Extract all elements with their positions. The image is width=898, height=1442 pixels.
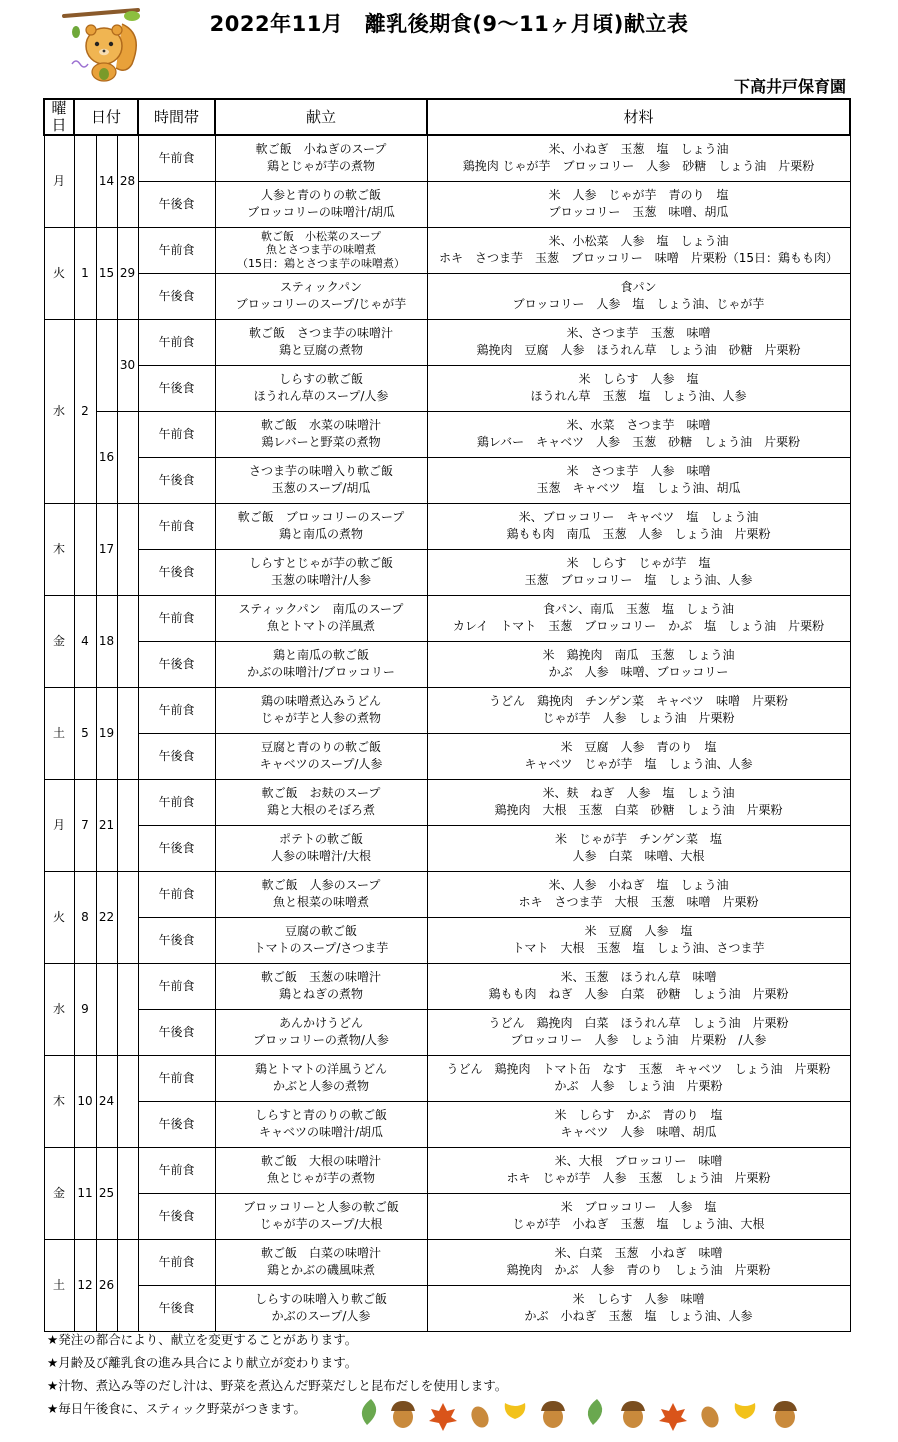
menu-cell xyxy=(215,963,427,1009)
school-name: 下高井戸保育園 xyxy=(733,77,846,96)
ingredients-cell xyxy=(427,1055,850,1101)
ingredients-cell-line: 米、玉葱 ほうれん草 味噌 xyxy=(560,970,717,984)
meal-time-cell: 午後食 xyxy=(138,825,215,871)
menu-cell-line: しらすの軟ご飯 xyxy=(278,372,363,386)
weekday-cell: 月 xyxy=(44,779,74,871)
ingredients-cell xyxy=(427,871,850,917)
menu-cell-line: ブロッコリーの煮物/人参 xyxy=(253,1033,389,1047)
ingredients-cell-line: 米 豆腐 人参 塩 xyxy=(584,924,693,938)
menu-cell xyxy=(215,503,427,549)
meal-time-cell: 午後食 xyxy=(138,1101,215,1147)
ingredients-cell-line: 鶏もも肉 南瓜 玉葱 人参 しょう油 片栗粉 xyxy=(506,527,771,541)
table-row xyxy=(44,917,850,963)
ingredients-cell-line: 米、水菜 さつま芋 味噌 xyxy=(566,418,711,432)
meal-time-cell: 午後食 xyxy=(138,1285,215,1331)
ingredients-cell-line: ブロッコリー 玉葱 味噌、胡瓜 xyxy=(548,205,729,219)
autumn-decoration-border xyxy=(355,1395,805,1431)
weekday-cell: 月 xyxy=(44,135,74,227)
meal-time-cell: 午後食 xyxy=(138,273,215,319)
menu-cell-line: かぶと人参の煮物 xyxy=(272,1079,369,1093)
ingredients-cell xyxy=(427,319,850,365)
menu-cell-line: 軟ご飯 小ねぎのスープ xyxy=(255,142,387,157)
menu-cell xyxy=(215,733,427,779)
date-cell: 12 xyxy=(74,1239,96,1331)
menu-cell-line: しらすと青のりの軟ご飯 xyxy=(254,1108,387,1122)
date-cell xyxy=(96,963,117,1055)
ingredients-cell xyxy=(427,1193,850,1239)
meal-time-cell: 午後食 xyxy=(138,917,215,963)
menu-cell-line: 魚とさつま芋の味噌煮 xyxy=(266,243,376,257)
menu-cell xyxy=(215,1239,427,1285)
date-cell: 15 xyxy=(96,227,117,319)
menu-cell-line: 鶏と大根のそぼろ煮 xyxy=(266,803,375,817)
date-cell xyxy=(117,503,138,595)
ingredients-cell-line: かぶ 小ねぎ 玉葱 塩 しょう油、人参 xyxy=(524,1309,753,1323)
ingredients-cell-line: 米、さつま芋 玉葱 味噌 xyxy=(566,326,711,340)
ingredients-cell-line: 米 人参 じゃが芋 青のり 塩 xyxy=(548,188,729,202)
ingredients-cell-line: 米、小松菜 人参 塩 しょう油 xyxy=(548,234,729,248)
table-row xyxy=(44,181,850,227)
date-cell: 28 xyxy=(117,135,138,227)
date-cell: 19 xyxy=(96,687,117,779)
note-line: ★発注の都合により、献立を変更することがあります。 xyxy=(47,1332,358,1347)
meal-time-cell: 午前食 xyxy=(138,411,215,457)
table-row xyxy=(44,411,850,457)
date-cell xyxy=(117,779,138,871)
ingredients-cell-line: 鶏挽肉 かぶ 人参 青のり しょう油 片栗粉 xyxy=(506,1263,771,1277)
header-time: 時間帯 xyxy=(138,99,215,135)
ingredients-cell xyxy=(427,1285,850,1331)
weekday-cell: 木 xyxy=(44,1055,74,1147)
ingredients-cell xyxy=(427,181,850,227)
menu-cell xyxy=(215,1055,427,1101)
ingredients-cell-line: 米 しらす かぶ 青のり 塩 xyxy=(554,1108,723,1122)
ingredients-cell-line: 米、白菜 玉葱 小ねぎ 味噌 xyxy=(554,1246,723,1260)
menu-cell-line: 豆腐の軟ご飯 xyxy=(284,924,357,938)
ingredients-cell xyxy=(427,641,850,687)
menu-cell-line: 軟ご飯 水菜の味噌汁 xyxy=(260,418,381,432)
ingredients-cell xyxy=(427,1101,850,1147)
note-line: ★毎日午後食に、スティック野菜がつきます。 xyxy=(47,1401,306,1416)
weekday-cell: 水 xyxy=(44,963,74,1055)
table-row xyxy=(44,1193,850,1239)
date-cell xyxy=(117,687,138,779)
ingredients-cell-line: ホキ じゃが芋 人参 玉葱 しょう油 片栗粉 xyxy=(506,1171,771,1185)
note-line: ★月齢及び離乳食の進み具合により献立が変わります。 xyxy=(47,1355,358,1370)
ginkgo-leaf-icon xyxy=(505,1403,526,1425)
date-cell: 2 xyxy=(74,319,96,503)
date-cell xyxy=(74,135,96,227)
menu-cell-line: かぶの味噌汁/ブロッコリー xyxy=(247,665,395,679)
date-cell xyxy=(117,595,138,687)
ingredients-cell-line: うどん 鶏挽肉 トマト缶 なす 玉葱 キャベツ しょう油 片栗粉 xyxy=(446,1062,831,1076)
ingredients-cell-line: じゃが芋 人参 しょう油 片栗粉 xyxy=(542,711,735,725)
acorn-icon xyxy=(621,1401,645,1428)
menu-cell-line: 玉葱のスープ/胡瓜 xyxy=(271,481,371,495)
meal-time-cell: 午前食 xyxy=(138,135,215,181)
header-menu: 献立 xyxy=(215,99,427,135)
date-cell: 26 xyxy=(96,1239,117,1331)
ingredients-cell xyxy=(427,1147,850,1193)
menu-cell-line: じゃが芋と人参の煮物 xyxy=(260,711,381,725)
date-cell: 9 xyxy=(74,963,96,1055)
table-row xyxy=(44,365,850,411)
ingredients-cell xyxy=(427,549,850,595)
meal-time-cell: 午前食 xyxy=(138,1147,215,1193)
menu-cell-line: 魚と根菜の味噌煮 xyxy=(272,895,369,909)
meal-time-cell: 午前食 xyxy=(138,687,215,733)
table-row xyxy=(44,1009,850,1055)
ingredients-cell xyxy=(427,917,850,963)
ingredients-cell-line: 人参 白菜 味噌、大根 xyxy=(572,849,705,863)
date-cell xyxy=(117,1055,138,1147)
table-header-row xyxy=(44,99,850,135)
date-cell: 17 xyxy=(96,503,117,595)
ingredients-cell-line: うどん 鶏挽肉 白菜 ほうれん草 しょう油 片栗粉 xyxy=(488,1016,789,1030)
menu-cell xyxy=(215,273,427,319)
menu-cell-line: しらすとじゃが芋の軟ご飯 xyxy=(248,556,393,570)
meal-time-cell: 午後食 xyxy=(138,1009,215,1055)
date-cell: 10 xyxy=(74,1055,96,1147)
table-row xyxy=(44,825,850,871)
menu-cell xyxy=(215,595,427,641)
menu-cell xyxy=(215,1193,427,1239)
menu-cell xyxy=(215,825,427,871)
leaf-icon xyxy=(362,1399,376,1425)
ingredients-cell xyxy=(427,411,850,457)
menu-cell-line: 鶏と豆腐の煮物 xyxy=(278,343,363,357)
menu-cell-line: あんかけうどん xyxy=(278,1016,363,1030)
ingredients-cell-line: キャベツ じゃが芋 塩 しょう油、人参 xyxy=(524,757,753,771)
ingredients-cell-line: ほうれん草 玉葱 塩 しょう油、人参 xyxy=(530,389,747,403)
menu-cell-line: 軟ご飯 お麸のスープ xyxy=(261,786,381,800)
menu-cell-line: 軟ご飯 白菜の味噌汁 xyxy=(260,1246,381,1260)
leaf-icon xyxy=(588,1399,602,1425)
meal-time-cell: 午後食 xyxy=(138,733,215,779)
table-row xyxy=(44,779,850,825)
meal-time-cell: 午後食 xyxy=(138,181,215,227)
menu-cell xyxy=(215,1147,427,1193)
meal-time-cell: 午前食 xyxy=(138,1055,215,1101)
ingredients-cell xyxy=(427,1239,850,1285)
ingredients-cell-line: 米、人参 小ねぎ 塩 しょう油 xyxy=(548,878,729,892)
header-date: 日付 xyxy=(74,99,138,135)
menu-cell-line: ブロッコリーと人参の軟ご飯 xyxy=(243,1200,399,1214)
table-row xyxy=(44,135,850,181)
ingredients-cell-line: トマト 大根 玉葱 塩 しょう油、さつま芋 xyxy=(512,941,765,955)
meal-time-cell: 午後食 xyxy=(138,365,215,411)
table-row xyxy=(44,1101,850,1147)
menu-cell-line: さつま芋の味噌入り軟ご飯 xyxy=(248,464,393,478)
ingredients-cell-line: 米、小ねぎ 玉葱 塩 しょう油 xyxy=(548,142,729,157)
menu-cell-line: 鶏レバーと野菜の煮物 xyxy=(261,435,381,449)
date-cell xyxy=(117,963,138,1055)
date-cell: 21 xyxy=(96,779,117,871)
date-cell xyxy=(96,319,117,411)
menu-cell-line: トマトのスープ/さつま芋 xyxy=(253,941,389,955)
menu-cell-line: かぶのスープ/人参 xyxy=(271,1309,371,1323)
menu-cell-line: ブロッコリーの味噌汁/胡瓜 xyxy=(247,205,395,219)
menu-cell-line: 鶏と南瓜の煮物 xyxy=(278,527,363,541)
table-row xyxy=(44,457,850,503)
ingredients-cell xyxy=(427,273,850,319)
menu-cell-line: 豆腐と青のりの軟ご飯 xyxy=(260,740,381,754)
acorn-icon xyxy=(773,1401,797,1428)
menu-cell-line: ほうれん草のスープ/人参 xyxy=(253,389,389,403)
date-cell: 5 xyxy=(74,687,96,779)
ginkgo-leaf-icon xyxy=(735,1403,756,1425)
menu-cell xyxy=(215,1009,427,1055)
acorn-icon xyxy=(541,1401,565,1428)
meal-time-cell: 午後食 xyxy=(138,641,215,687)
table-row xyxy=(44,871,850,917)
date-cell xyxy=(117,871,138,963)
ingredients-cell-line: ブロッコリー 人参 しょう油 片栗粉 /人参 xyxy=(510,1033,767,1047)
ingredients-cell-line: 米 しらす 人参 塩 xyxy=(578,372,699,386)
ingredients-cell xyxy=(427,963,850,1009)
menu-cell xyxy=(215,1101,427,1147)
meal-time-cell: 午前食 xyxy=(138,1239,215,1285)
table-row xyxy=(44,1239,850,1285)
note-line: ★汁物、煮込み等のだし汁は、野菜を煮込んだ野菜だしと昆布だしを使用します。 xyxy=(47,1378,508,1393)
weekday-cell: 火 xyxy=(44,227,74,319)
ingredients-cell-line: 鶏もも肉 ねぎ 人参 白菜 砂糖 しょう油 片栗粉 xyxy=(488,987,789,1001)
menu-cell-line: 人参の味噌汁/大根 xyxy=(270,849,372,863)
menu-cell xyxy=(215,549,427,595)
meal-time-cell: 午前食 xyxy=(138,595,215,641)
ingredients-cell-line: 米 豆腐 人参 青のり 塩 xyxy=(560,740,717,754)
table-row xyxy=(44,1055,850,1101)
date-cell: 11 xyxy=(74,1147,96,1239)
maple-leaf-icon xyxy=(429,1403,457,1431)
ingredients-cell-line: 米 鶏挽肉 南瓜 玉葱 しょう油 xyxy=(542,648,735,662)
meal-time-cell: 午前食 xyxy=(138,503,215,549)
menu-cell-line: スティックパン xyxy=(279,280,363,294)
menu-cell-line: キャベツの味噌汁/胡瓜 xyxy=(258,1125,384,1139)
date-cell: 29 xyxy=(117,227,138,319)
menu-cell-line: 軟ご飯 玉葱の味噌汁 xyxy=(260,970,381,984)
ingredients-cell-line: 米 さつま芋 人参 味噌 xyxy=(566,464,711,478)
date-cell: 7 xyxy=(74,779,96,871)
meal-time-cell: 午前食 xyxy=(138,963,215,1009)
ingredients-cell-line: 玉葱 ブロッコリー 塩 しょう油、人参 xyxy=(524,573,753,587)
meal-time-cell: 午前食 xyxy=(138,227,215,273)
ingredients-cell-line: 鶏挽肉 豆腐 人参 ほうれん草 しょう油 砂糖 片栗粉 xyxy=(476,343,801,357)
table-row xyxy=(44,549,850,595)
menu-cell xyxy=(215,365,427,411)
menu-cell-line: 鶏とトマトの洋風うどん xyxy=(254,1062,387,1076)
menu-cell xyxy=(215,871,427,917)
ingredients-cell-line: 食パン xyxy=(620,280,657,294)
menu-cell-line: スティックパン 南瓜のスープ xyxy=(238,602,404,616)
ingredients-cell-line: 米 しらす じゃが芋 塩 xyxy=(566,556,711,570)
ingredients-cell-line: ホキ さつま芋 玉葱 ブロッコリー 味噌 片栗粉（15日：鶏もも肉） xyxy=(438,251,839,265)
table-row xyxy=(44,503,850,549)
menu-cell-line: 魚とトマトの洋風煮 xyxy=(266,619,375,633)
meal-time-cell: 午後食 xyxy=(138,457,215,503)
ingredients-cell xyxy=(427,365,850,411)
table-row xyxy=(44,641,850,687)
weekday-cell: 水 xyxy=(44,319,74,503)
menu-cell-line: 軟ご飯 大根の味噌汁 xyxy=(260,1154,381,1168)
menu-cell xyxy=(215,411,427,457)
table-row xyxy=(44,319,850,365)
menu-cell-line: 鶏とじゃが芋の煮物 xyxy=(266,159,375,174)
menu-cell xyxy=(215,319,427,365)
date-cell: 8 xyxy=(74,871,96,963)
date-cell: 30 xyxy=(117,319,138,411)
date-cell: 1 xyxy=(74,227,96,319)
ingredients-cell-line: 米、麸 ねぎ 人参 塩 しょう油 xyxy=(542,786,735,800)
menu-cell-line: 軟ご飯 小松菜のスープ xyxy=(261,229,381,243)
ingredients-cell xyxy=(427,779,850,825)
ingredients-cell xyxy=(427,825,850,871)
acorn-icon xyxy=(391,1401,415,1428)
ingredients-cell xyxy=(427,227,850,273)
ingredients-cell-line: ホキ さつま芋 大根 玉葱 味噌 片栗粉 xyxy=(518,895,759,909)
menu-cell xyxy=(215,181,427,227)
date-cell xyxy=(117,1239,138,1331)
ingredients-cell xyxy=(427,503,850,549)
meal-time-cell: 午前食 xyxy=(138,319,215,365)
menu-cell-line: 軟ご飯 さつま芋の味噌汁 xyxy=(248,326,393,340)
weekday-cell: 土 xyxy=(44,1239,74,1331)
menu-cell-line: 鶏と南瓜の軟ご飯 xyxy=(272,648,369,662)
menu-table xyxy=(43,98,851,1332)
menu-cell xyxy=(215,917,427,963)
weekday-cell: 木 xyxy=(44,503,74,595)
menu-cell-line: キャベツのスープ/人参 xyxy=(259,757,383,771)
table-row xyxy=(44,273,850,319)
meal-time-cell: 午前食 xyxy=(138,871,215,917)
ingredients-cell xyxy=(427,1009,850,1055)
ingredients-cell-line: かぶ 人参 味噌、ブロッコリー xyxy=(548,665,729,679)
ingredients-cell-line: 鶏レバー キャベツ 人参 玉葱 砂糖 しょう油 片栗粉 xyxy=(476,435,801,449)
ingredients-cell xyxy=(427,595,850,641)
weekday-cell: 金 xyxy=(44,595,74,687)
table-row xyxy=(44,1147,850,1193)
menu-cell-line: 鶏とねぎの煮物 xyxy=(278,987,363,1001)
meal-time-cell: 午後食 xyxy=(138,1193,215,1239)
weekday-cell: 火 xyxy=(44,871,74,963)
menu-cell xyxy=(215,1285,427,1331)
ingredients-cell-line: 米、大根 ブロッコリー 味噌 xyxy=(554,1154,723,1168)
weekday-cell: 土 xyxy=(44,687,74,779)
menu-cell xyxy=(215,457,427,503)
menu-cell xyxy=(215,641,427,687)
weekday-cell: 金 xyxy=(44,1147,74,1239)
acorn-icon xyxy=(698,1404,722,1431)
date-cell: 22 xyxy=(96,871,117,963)
table-row xyxy=(44,687,850,733)
table-row xyxy=(44,595,850,641)
menu-cell xyxy=(215,135,427,181)
menu-cell-line: 鶏とかぶの磯風味煮 xyxy=(266,1263,375,1277)
ingredients-cell-line: 米 じゃが芋 チンゲン菜 塩 xyxy=(555,832,722,846)
menu-cell-line: 魚とじゃが芋の煮物 xyxy=(266,1171,375,1185)
menu-cell-line: じゃが芋のスープ/大根 xyxy=(259,1217,383,1231)
menu-cell-line: 軟ご飯 人参のスープ xyxy=(261,878,381,892)
date-cell: 16 xyxy=(96,411,117,503)
ingredients-cell xyxy=(427,457,850,503)
ingredients-cell-line: 食パン、南瓜 玉葱 塩 しょう油 xyxy=(542,602,735,616)
menu-cell xyxy=(215,227,427,273)
ingredients-cell xyxy=(427,733,850,779)
acorn-icon xyxy=(468,1404,492,1431)
menu-cell-line: 人参と青のりの軟ご飯 xyxy=(260,188,381,202)
ingredients-cell xyxy=(427,135,850,181)
ingredients-cell-line: カレイ トマト 玉葱 ブロッコリー かぶ 塩 しょう油 片栗粉 xyxy=(452,619,825,633)
ingredients-cell-line: じゃが芋 小ねぎ 玉葱 塩 しょう油、大根 xyxy=(512,1217,765,1231)
ingredients-cell-line: かぶ 人参 しょう油 片栗粉 xyxy=(554,1079,723,1093)
maple-leaf-icon xyxy=(659,1403,687,1431)
meal-time-cell: 午後食 xyxy=(138,549,215,595)
meal-time-cell: 午前食 xyxy=(138,779,215,825)
menu-cell-line: しらすの味噌入り軟ご飯 xyxy=(254,1292,387,1306)
menu-cell-line: 玉葱の味噌汁/人参 xyxy=(270,573,372,587)
date-cell: 18 xyxy=(96,595,117,687)
menu-cell-line: ポテトの軟ご飯 xyxy=(278,832,363,846)
date-cell: 4 xyxy=(74,595,96,687)
menu-cell-line: 鶏の味噌煮込みうどん xyxy=(260,694,381,708)
date-cell: 25 xyxy=(96,1147,117,1239)
date-cell: 14 xyxy=(96,135,117,227)
date-cell xyxy=(117,411,138,503)
table-row xyxy=(44,1285,850,1331)
ingredients-cell-line: キャベツ 人参 味噌、胡瓜 xyxy=(560,1125,717,1139)
ingredients-cell xyxy=(427,687,850,733)
table-row xyxy=(44,733,850,779)
ingredients-cell-line: 米 しらす 人参 味噌 xyxy=(572,1292,705,1306)
menu-cell xyxy=(215,779,427,825)
ingredients-cell-line: 玉葱 キャベツ 塩 しょう油、胡瓜 xyxy=(536,481,741,495)
ingredients-cell-line: 鶏挽肉 じゃが芋 ブロッコリー 人参 砂糖 しょう油 片栗粉 xyxy=(462,159,815,174)
menu-cell-line: 軟ご飯 ブロッコリーのスープ xyxy=(237,510,405,524)
menu-cell-line: ブロッコリーのスープ/じゃが芋 xyxy=(235,297,407,311)
date-cell: 24 xyxy=(96,1055,117,1147)
ingredients-cell-line: 米 ブロッコリー 人参 塩 xyxy=(560,1200,717,1214)
table-row xyxy=(44,227,850,273)
ingredients-cell-line: 米、ブロッコリー キャベツ 塩 しょう油 xyxy=(518,510,759,524)
header-ingredients: 材料 xyxy=(427,99,850,135)
ingredients-cell-line: うどん 鶏挽肉 チンゲン菜 キャベツ 味噌 片栗粉 xyxy=(489,694,788,708)
ingredients-cell-line: 鶏挽肉 大根 玉葱 白菜 砂糖 しょう油 片栗粉 xyxy=(494,803,783,817)
menu-cell xyxy=(215,687,427,733)
menu-cell-line: （15日：鶏とさつま芋の味噌煮） xyxy=(237,256,405,270)
date-cell xyxy=(74,503,96,595)
table-row xyxy=(44,963,850,1009)
page-title: 2022年11月 離乳後期食(9～11ヶ月頃)献立表 xyxy=(209,12,689,36)
date-cell xyxy=(117,1147,138,1239)
ingredients-cell-line: ブロッコリー 人参 塩 しょう油、じゃが芋 xyxy=(512,297,765,311)
header-weekday: 曜日 xyxy=(44,99,74,135)
